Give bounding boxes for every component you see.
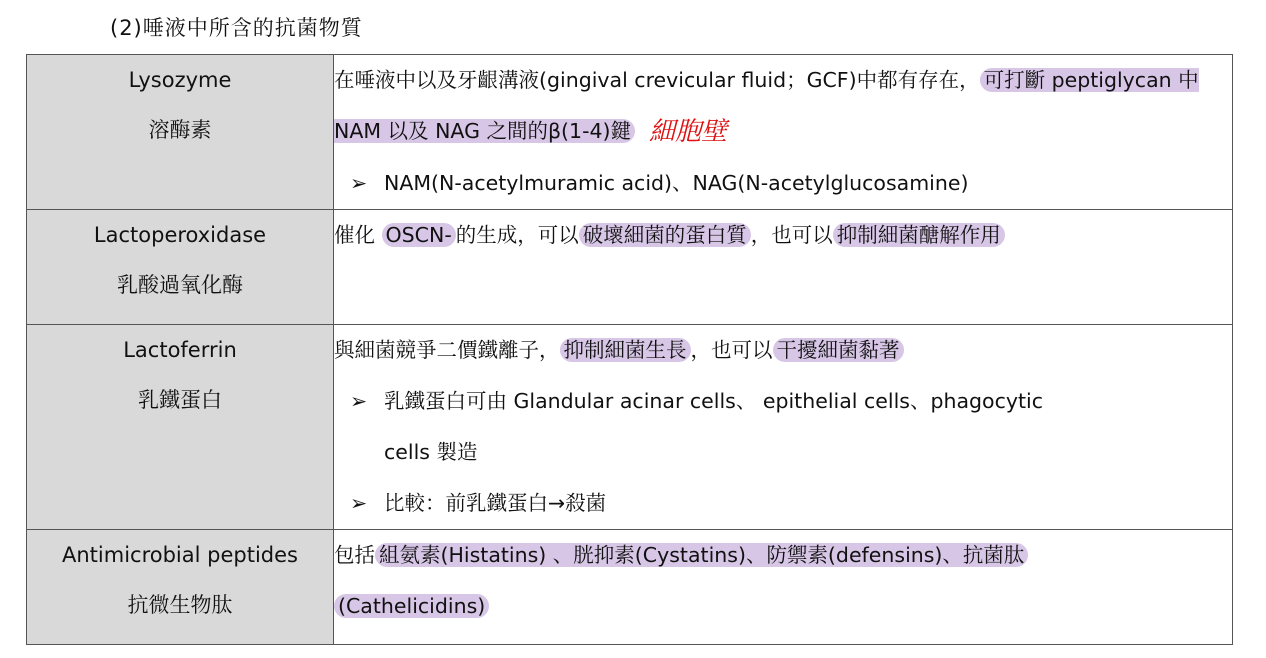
text: 催化 bbox=[334, 223, 382, 247]
arrow-bullet-icon: ➢ bbox=[350, 171, 368, 195]
name-en: Lactoferrin bbox=[123, 338, 237, 362]
highlighted-text: 干擾細菌黏著 bbox=[773, 338, 904, 362]
name-zh: 乳酸過氧化酶 bbox=[117, 273, 243, 297]
row-content-cell bbox=[334, 325, 1233, 530]
paragraph bbox=[334, 55, 1232, 158]
table-row bbox=[27, 210, 1233, 325]
table-row bbox=[27, 530, 1233, 645]
paragraph bbox=[334, 530, 1232, 632]
name-en: Lysozyme bbox=[128, 68, 232, 92]
text: 與細菌競爭二價鐵離子， bbox=[334, 338, 560, 362]
text: 包括 bbox=[334, 543, 375, 567]
paragraph bbox=[334, 210, 1232, 261]
row-label-cell bbox=[27, 530, 334, 645]
highlighted-text: 抑制細菌醣解作用 bbox=[833, 223, 1005, 247]
highlighted-text: 破壞細菌的蛋白質 bbox=[579, 223, 751, 247]
bullet-text: 比較：前乳鐵蛋白→殺菌 bbox=[384, 491, 607, 515]
row-label-cell bbox=[27, 325, 334, 530]
arrow-bullet-icon: ➢ bbox=[350, 389, 368, 413]
text: 在唾液中以及牙齦溝液(gingival crevicular fluid；GCF)中都有存在， bbox=[334, 68, 980, 92]
name-zh: 抗微生物肽 bbox=[127, 593, 233, 617]
bullet-text-line: cells 製造 bbox=[384, 440, 478, 464]
section-title: (2)唾液中所含的抗菌物質 bbox=[110, 16, 363, 40]
name-en: Lactoperoxidase bbox=[93, 223, 267, 247]
bullet-item bbox=[334, 158, 1232, 209]
text: ，也可以 bbox=[750, 223, 833, 247]
row-label-cell bbox=[27, 55, 334, 210]
highlighted-text: 抑制細菌生長 bbox=[560, 338, 691, 362]
bullet-text-line: 乳鐵蛋白可由 Glandular acinar cells、 epithelial cells、phagocytic bbox=[384, 389, 1043, 413]
antimicrobial-table bbox=[26, 54, 1233, 645]
handwritten-note: 細胞壁 bbox=[649, 117, 728, 147]
name-zh: 乳鐵蛋白 bbox=[138, 388, 222, 412]
bullet-item bbox=[334, 376, 1232, 478]
text: 的生成，可以 bbox=[455, 223, 579, 247]
text: ，也可以 bbox=[690, 338, 773, 362]
name-zh: 溶酶素 bbox=[148, 118, 212, 142]
arrow-bullet-icon: ➢ bbox=[350, 491, 368, 515]
paragraph bbox=[334, 325, 1232, 376]
bullet-item bbox=[334, 478, 1232, 529]
table-row bbox=[27, 325, 1233, 530]
row-content-cell bbox=[334, 210, 1233, 325]
row-content-cell bbox=[334, 530, 1233, 645]
row-content-cell bbox=[334, 55, 1233, 210]
row-label-cell bbox=[27, 210, 334, 325]
name-en: Antimicrobial peptides bbox=[62, 543, 298, 567]
bullet-text bbox=[384, 376, 1043, 478]
table-row bbox=[27, 55, 1233, 210]
bullet-text: NAM(N-acetylmuramic acid)、NAG(N-acetylglucosamine) bbox=[384, 171, 969, 195]
highlighted-text: OSCN- bbox=[382, 223, 456, 247]
highlighted-text: (Cathelicidins) bbox=[334, 594, 489, 618]
highlighted-text: 可打斷 peptiglycan 中 NAM 以及 NAG 之間的β(1-4)鍵 bbox=[334, 68, 1199, 143]
highlighted-text: 組氨素(Histatins) 、胱抑素(Cystatins)、防禦素(defensins)、抗菌肽 bbox=[375, 543, 1028, 567]
